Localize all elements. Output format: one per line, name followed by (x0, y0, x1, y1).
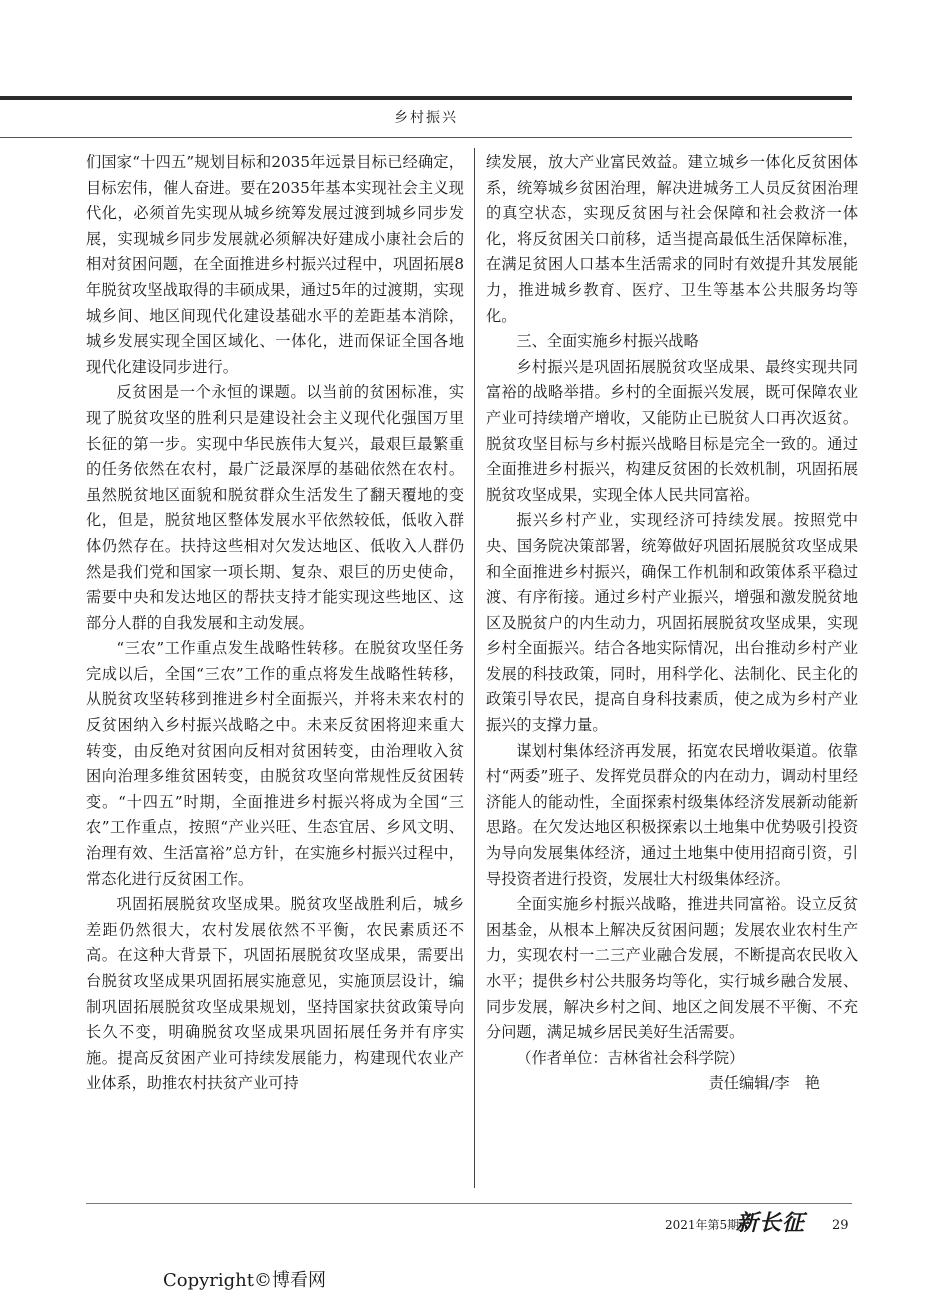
paragraph: “三农”工作重点发生战略性转移。在脱贫攻坚任务完成以后，全国“三农”工作的重点将发生战略性转移，从脱贫攻坚转移到推进乡村全面振兴，并将未来农村的反贫困纳入乡村振兴战略之中。未来反贫困将迎来重大转变，由反绝对贫困向反相对贫困转变，由治理收入贫困向治理多维贫困转变，由脱贫攻坚向常规性反贫困转变。“十四五”时期，全面推进乡村振兴将成为全国“三农”工作重点，按照“产业兴旺、生态宜居、乡风文明、治理有效、生活富裕”总方针，在实施乡村振兴过程中，常态化进行反贫困工作。 (86, 639, 464, 888)
issue-label: 2021年第5期 (665, 1218, 740, 1232)
responsible-editor: 责任编辑/李 艳 (708, 1074, 820, 1093)
left-column (86, 150, 464, 1097)
header-rule (0, 137, 852, 138)
author-affiliation: （作者单位：吉林省社会科学院） (516, 1048, 745, 1067)
paragraph: 振兴乡村产业，实现经济可持续发展。按照党中央、国务院决策部署，统筹做好巩固拓展脱贫攻坚成果和全面推进乡村振兴，确保工作机制和政策体系平稳过渡、有序衔接。通过乡村产业振兴，增强和激发脱贫地区及脱贫户的内生动力，巩固拓展脱贫攻坚成果，实现乡村全面振兴。结合各地实际情况，出台推动乡村产业发展的科技政策，同时，用科学化、法制化、民主化的政策引导农民，提高自身科技素质，使之成为乡村产业振兴的支撑力量。 (486, 511, 858, 735)
paragraph: 谋划村集体经济再发展，拓宽农民增收渠道。依靠村“两委”班子、发挥党员群众的内在动力，调动村里经济能人的能动性，全面探索村级集体经济发展新动能新思路。在欠发达地区积极探索以土地集中优势吸引投资为导向发展集体经济，通过土地集中使用招商引资，引导投资者进行投资，发展壮大村级集体经济。 (486, 741, 858, 888)
paragraph-continued: 们国家“十四五”规划目标和2035年远景目标已经确定，目标宏伟，催人奋进。要在2035年基本实现社会主义现代化，必须首先实现从城乡统筹发展过渡到城乡同步发展，实现城乡同步发展就必须解决好建成小康社会后的相对贫困问题，在全面推进乡村振兴过程中，巩固拓展8年脱贫攻坚战取得的丰硕成果，通过5年的过渡期，实现城乡间、地区间现代化建设基础水平的差距基本消除，城乡发展实现全国区域化、一体化，进而保证全国各地现代化建设同步进行。 (86, 153, 464, 376)
paragraph: 反贫困是一个永恒的课题。以当前的贫困标准，实现了脱贫攻坚的胜利只是建设社会主义现代化强国万里长征的第一步。实现中华民族伟大复兴，最艰巨最繁重的任务依然在农村，最广泛最深厚的基础依然在农村。虽然脱贫地区面貌和脱贫群众生活发生了翻天覆地的变化，但是，脱贫地区整体发展水平依然较低，低收入群体仍然存在。扶持这些相对欠发达地区、低收入人群仍然是我们党和国家一项长期、复杂、艰巨的历史使命，需要中央和发达地区的帮扶支持才能实现这些地区、这部分人群的自我发展和主动发展。 (86, 383, 464, 632)
copyright-notice: Copyright©博看网 (163, 1270, 327, 1291)
section-heading: 三、全面实施乡村振兴战略 (516, 332, 699, 351)
column-divider (474, 148, 475, 1188)
page-number: 29 (832, 1218, 849, 1233)
right-column (486, 150, 858, 1097)
paragraph-continued: 续发展，放大产业富民效益。建立城乡一体化反贫困体系，统筹城乡贫困治理，解决进城务工人员反贫困治理的真空状态，实现反贫困与社会保障和社会救济一体化，将反贫困关口前移，适当提高最低生活保障标准，在满足贫困人口基本生活需求的同时有效提升其发展能力，推进城乡教育、医疗、卫生等基本公共服务均等化。 (486, 153, 858, 325)
journal-logo: 新长征 (736, 1210, 806, 1236)
section-header: 乡村振兴 (394, 110, 458, 126)
footer-rule (86, 1203, 852, 1204)
paragraph: 乡村振兴是巩固拓展脱贫攻坚成果、最终实现共同富裕的战略举措。乡村的全面振兴发展，既可保障农业产业可持续增产增收，又能防止已脱贫人口再次返贫。脱贫攻坚目标与乡村振兴战略目标是完全一致的。通过全面推进乡村振兴，构建反贫困的长效机制，巩固拓展脱贫攻坚成果，实现全体人民共同富裕。 (486, 357, 858, 504)
paragraph: 全面实施乡村振兴战略，推进共同富裕。设立反贫困基金，从根本上解决反贫困问题；发展农业农村生产力，实现农村一二三产业融合发展，不断提高农民收入水平；提供乡村公共服务均等化，实行城乡融合发展、同步发展，解决乡村之间、地区之间发展不平衡、不充分问题，满足城乡居民美好生活需要。 (486, 895, 858, 1042)
top-rule (0, 96, 852, 100)
paragraph: 巩固拓展脱贫攻坚成果。脱贫攻坚战胜利后，城乡差距仍然很大，农村发展依然不平衡，农民素质还不高。在这种大背景下，巩固拓展脱贫攻坚成果，需要出台脱贫攻坚成果巩固拓展实施意见，实施顶层设计，编制巩固拓展脱贫攻坚成果规划，坚持国家扶贫政策导向长久不变，明确脱贫攻坚成果巩固拓展任务并有序实施。提高反贫困产业可持续发展能力，构建现代农业产业体系，助推农村扶贫产业可持 (86, 895, 464, 1093)
